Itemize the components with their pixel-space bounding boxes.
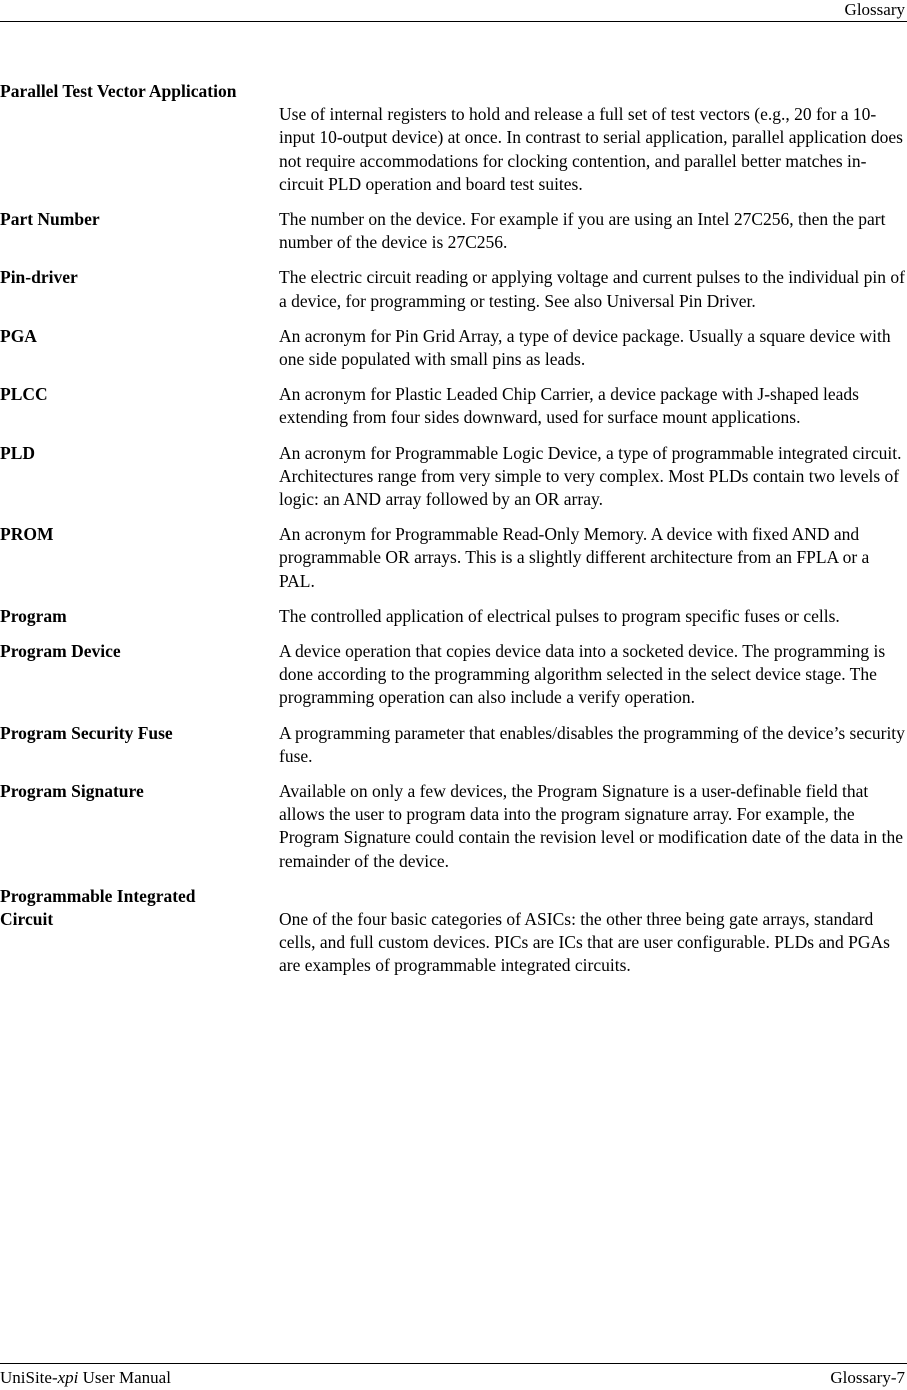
glossary-term: Program Device bbox=[0, 641, 121, 662]
glossary-definition: The number on the device. For example if you are using an Intel 27C256, then the part number of the device is 27C256. bbox=[279, 209, 886, 253]
glossary-entry bbox=[0, 266, 905, 312]
glossary-term: Program bbox=[0, 605, 67, 626]
glossary-entry bbox=[0, 780, 905, 873]
glossary-definition: A device operation that copies device data into a socketed device. The programming is done according to the programming algorithm selected in the select device stage. The programming operation can also include a verify operation. bbox=[279, 641, 886, 708]
glossary-entry bbox=[0, 605, 905, 628]
header-rule bbox=[0, 21, 907, 22]
glossary-entry bbox=[0, 383, 905, 429]
glossary-entry bbox=[0, 442, 905, 512]
glossary-entry bbox=[0, 640, 905, 710]
manual-title bbox=[0, 1368, 171, 1388]
glossary-definition: The controlled application of electrical pulses to program specific fuses or cells. bbox=[279, 605, 840, 626]
glossary-definition: A programming parameter that enables/disables the programming of the device’s security fuse. bbox=[279, 722, 905, 766]
glossary-definition: An acronym for Pin Grid Array, a type of device package. Usually a square device with one side populated with small pins as leads. bbox=[279, 325, 891, 370]
glossary-entry bbox=[0, 208, 905, 254]
glossary-entry bbox=[0, 523, 905, 593]
manual-title-model: xpi bbox=[57, 1368, 79, 1387]
glossary-entry bbox=[0, 722, 905, 768]
glossary-definition: The electric circuit reading or applying voltage and current pulses to the individual pin of a device, for programming or testing. See also Universal Pin Driver. bbox=[279, 267, 905, 311]
running-header: Glossary bbox=[844, 0, 905, 19]
footer-rule bbox=[0, 1363, 907, 1364]
glossary-definition: An acronym for Programmable Read-Only Memory. A device with fixed AND and programmable OR arrays. This is a slightly different architecture from an FPLA or a PAL. bbox=[279, 524, 870, 591]
glossary-term: Pin-driver bbox=[0, 267, 78, 288]
glossary-definition: Available on only a few devices, the Program Signature is a user-definable field that allows the user to program data into the program signature array. For example, the Program Signature could contain the revision level or modification date of the data in the remainder of the device. bbox=[279, 781, 903, 871]
glossary-list bbox=[0, 80, 905, 990]
glossary-term: PROM bbox=[0, 524, 54, 545]
glossary-term: Program Signature bbox=[0, 781, 144, 802]
glossary-definition: Use of internal registers to hold and release a full set of test vectors (e.g., 20 for a 10-input 10-output device) at once. In contrast to serial application, parallel application does not require accommodations for clocking contention, and parallel better matches in-circuit PLD operation and board test suites. bbox=[279, 104, 903, 194]
glossary-entry bbox=[0, 885, 905, 978]
manual-title-suffix: User Manual bbox=[78, 1368, 171, 1387]
glossary-entry bbox=[0, 325, 905, 371]
glossary-definition: An acronym for Plastic Leaded Chip Carrier, a device package with J-shaped leads extending from four sides downward, used for surface mount applications. bbox=[279, 384, 859, 428]
glossary-term: PLD bbox=[0, 442, 35, 463]
glossary-definition: One of the four basic categories of ASICs: the other three being gate arrays, standard cells, and full custom devices. PICs are ICs that are user configurable. PLDs and PGAs are examples of programmable integrated circuits. bbox=[279, 909, 890, 976]
glossary-definition: An acronym for Programmable Logic Device, a type of programmable integrated circuit. Architectures range from very simple to very complex. Most PLDs contain two levels of logic: an AND array followed by an OR array. bbox=[279, 442, 902, 510]
glossary-term: Program Security Fuse bbox=[0, 722, 173, 743]
page-number: Glossary-7 bbox=[830, 1368, 905, 1387]
manual-title-prefix: UniSite- bbox=[0, 1368, 58, 1387]
glossary-term: PLCC bbox=[0, 384, 48, 405]
glossary-term: Part Number bbox=[0, 209, 100, 229]
glossary-term: PGA bbox=[0, 325, 37, 346]
glossary-term: Parallel Test Vector Application bbox=[0, 81, 237, 101]
glossary-entry bbox=[0, 80, 905, 196]
glossary-term: Programmable Integrated Circuit bbox=[0, 885, 196, 930]
